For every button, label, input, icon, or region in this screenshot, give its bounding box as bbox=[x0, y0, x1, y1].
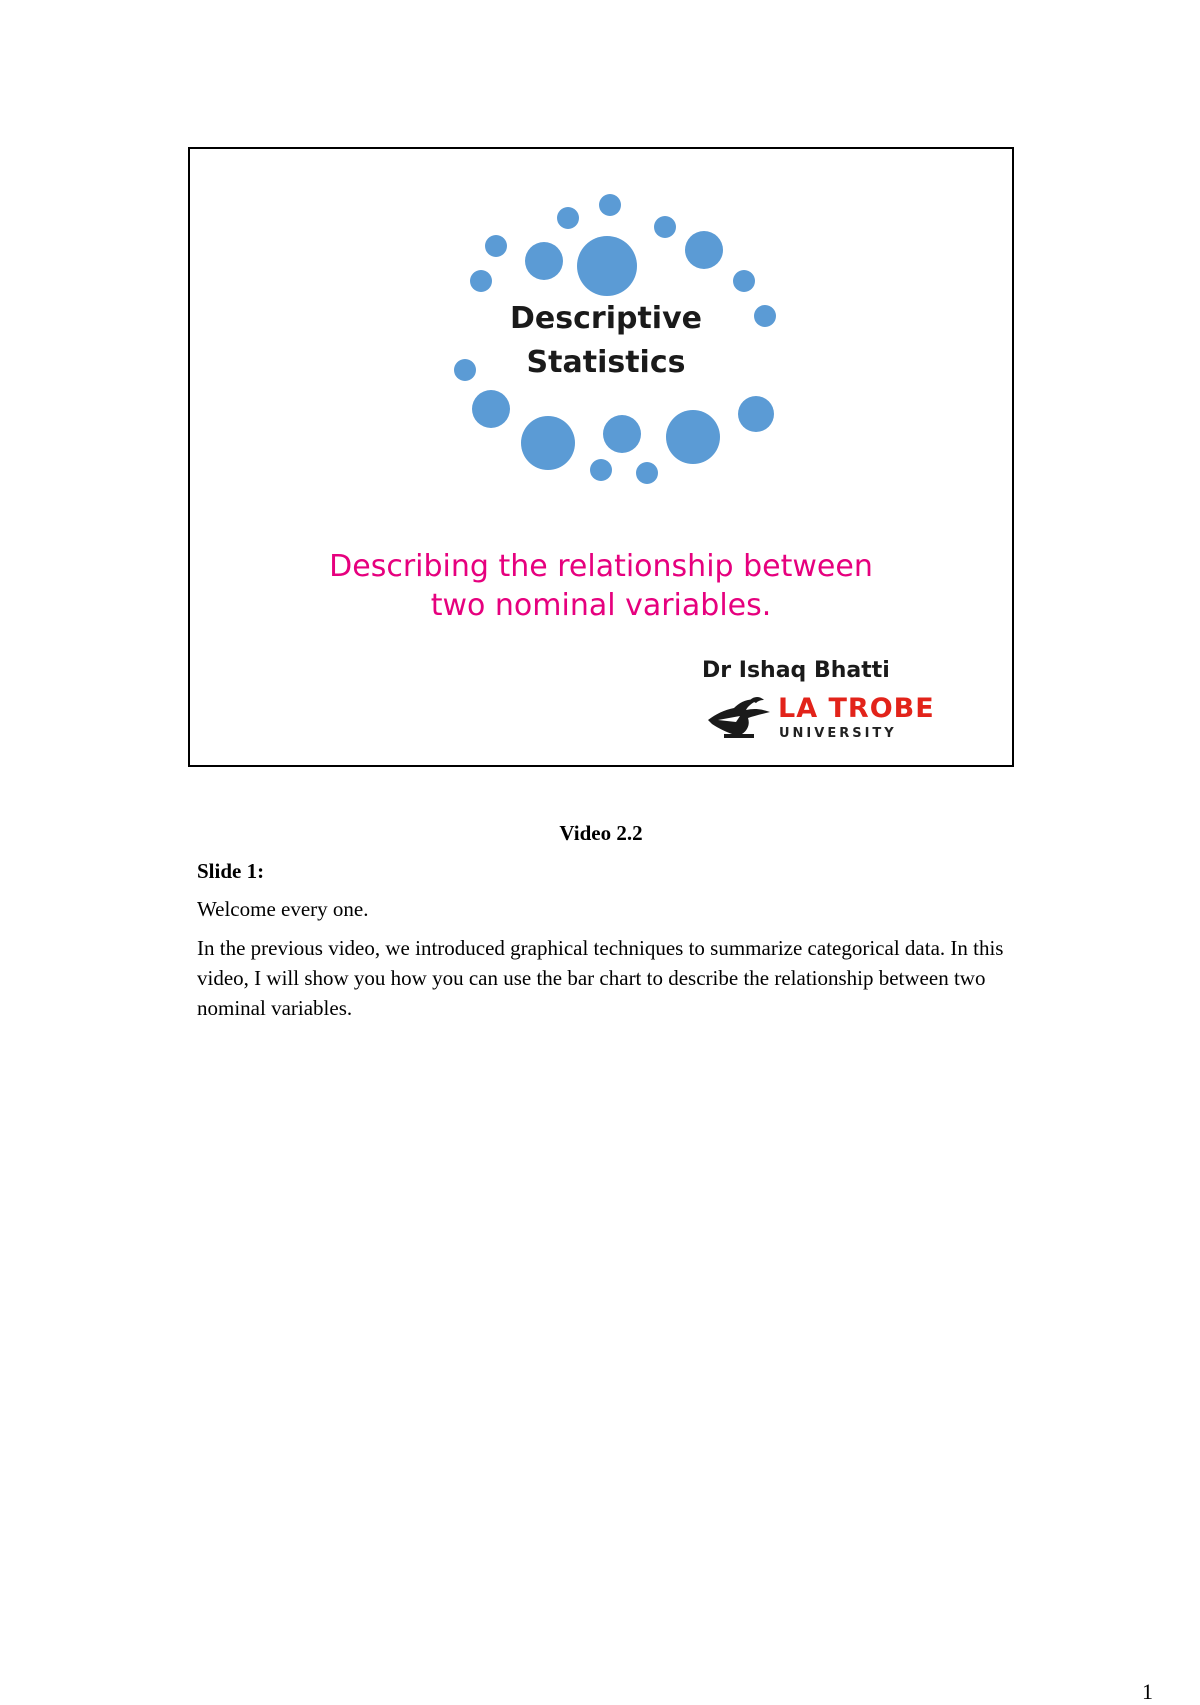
la-trobe-logo bbox=[706, 692, 968, 746]
dot bbox=[472, 390, 510, 428]
logo-subtext: UNIVERSITY bbox=[779, 726, 897, 741]
dot bbox=[603, 415, 641, 453]
dot bbox=[521, 416, 575, 470]
dot bbox=[738, 396, 774, 432]
dot bbox=[666, 410, 720, 464]
dot bbox=[485, 235, 507, 257]
slide-title bbox=[506, 297, 706, 385]
dot bbox=[654, 216, 676, 238]
slide-subtitle-line: two nominal variables. bbox=[430, 588, 772, 623]
dot bbox=[557, 207, 579, 229]
slide-title-line: Statistics bbox=[526, 345, 686, 380]
dot bbox=[599, 194, 621, 216]
dot bbox=[754, 305, 776, 327]
dot bbox=[525, 242, 563, 280]
dot bbox=[636, 462, 658, 484]
slide-author: Dr Ishaq Bhatti bbox=[702, 658, 890, 683]
logo-name: LA TROBE bbox=[778, 693, 935, 724]
slide-subtitle bbox=[250, 547, 952, 625]
dot bbox=[454, 359, 476, 381]
slide-label: Slide 1: bbox=[197, 859, 265, 883]
notes-paragraph: In the previous video, we introduced graphical techniques to summarize categorical data. In this video, I will show you how you can use the bar chart to describe the relationship between two nominal variables. bbox=[197, 936, 1004, 1020]
video-heading: Video 2.2 bbox=[559, 821, 643, 845]
page-number: 1 bbox=[1142, 1679, 1153, 1704]
slide-thumbnail bbox=[188, 147, 1014, 767]
dot bbox=[590, 459, 612, 481]
notes-paragraph: Welcome every one. bbox=[197, 897, 369, 921]
slide-subtitle-line: Describing the relationship between bbox=[329, 549, 873, 584]
dot bbox=[733, 270, 755, 292]
dot bbox=[685, 231, 723, 269]
dot bbox=[470, 270, 492, 292]
dot bbox=[577, 236, 637, 296]
slide-title-line: Descriptive bbox=[510, 301, 702, 336]
eagle-icon bbox=[706, 694, 772, 744]
